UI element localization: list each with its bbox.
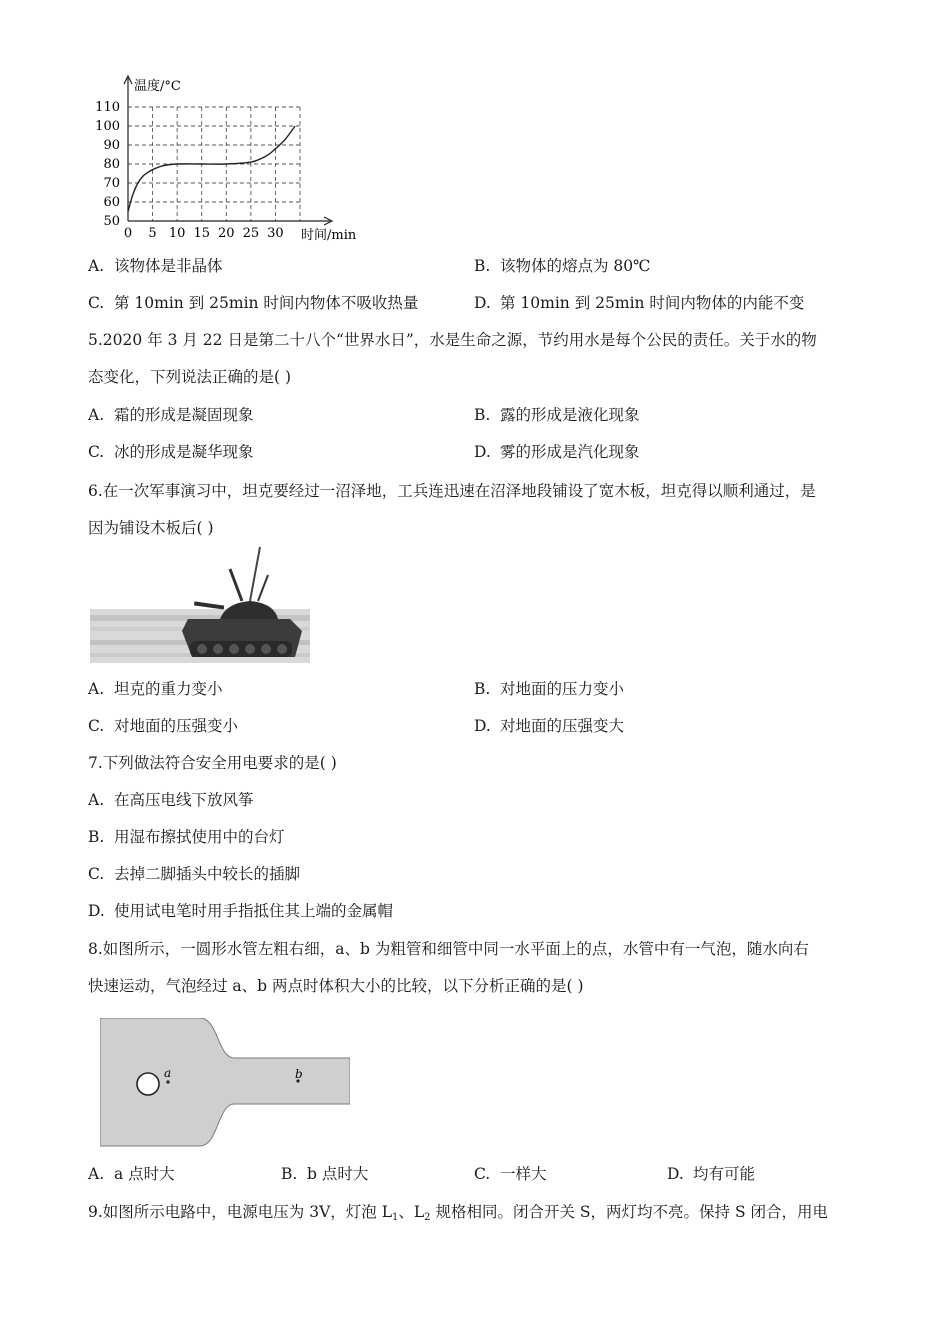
- option-text: 对地面的压强变大: [500, 717, 625, 735]
- x-tick-label: 30: [267, 226, 284, 241]
- q5-stem-line-2: 态变化，下列说法正确的是( ): [88, 368, 292, 386]
- option-label: B.: [474, 257, 491, 275]
- q6-option-d[interactable]: [474, 715, 624, 737]
- x-tick-label: 0: [123, 226, 133, 241]
- air-bubble: [137, 1073, 159, 1095]
- option-text: 对地面的压强变小: [114, 717, 239, 735]
- q5-option-d[interactable]: [474, 441, 640, 463]
- option-text: 在高压电线下放风筝: [114, 791, 254, 809]
- q5-option-b[interactable]: [474, 404, 640, 426]
- option-text: 均有可能: [693, 1165, 756, 1183]
- q4-option-d[interactable]: [474, 292, 804, 314]
- water-pipe-figure: [100, 1018, 350, 1148]
- point-b-label: b: [295, 1067, 303, 1081]
- q9-text-part-3: 规格相同。闭合开关 S，两灯均不亮。保持 S 闭合，用电: [430, 1203, 828, 1221]
- q9-text-part-2: 、L: [398, 1203, 425, 1221]
- q7-option-c[interactable]: [88, 863, 300, 885]
- q7-option-d[interactable]: [88, 900, 393, 922]
- option-label: A.: [88, 406, 105, 424]
- q7-stem-line-1: 7.下列做法符合安全用电要求的是( ): [88, 754, 337, 772]
- q8-option-b[interactable]: [281, 1163, 368, 1185]
- y-tick-label: 70: [103, 176, 120, 191]
- q6-option-b[interactable]: [474, 678, 624, 700]
- option-label: C.: [88, 717, 105, 735]
- subscript-1: 1: [392, 1212, 399, 1223]
- q4-option-c[interactable]: [88, 292, 418, 314]
- subscript-2: 2: [424, 1212, 431, 1223]
- q4-option-b[interactable]: [474, 255, 651, 277]
- option-text: 该物体是非晶体: [114, 257, 223, 275]
- option-text: 雾的形成是汽化现象: [500, 443, 640, 461]
- tank-photo: [90, 545, 310, 663]
- q7-option-b[interactable]: [88, 826, 285, 848]
- q5-option-c[interactable]: [88, 441, 254, 463]
- option-label: A.: [88, 257, 105, 275]
- option-label: C.: [88, 294, 105, 312]
- option-label: B.: [88, 828, 105, 846]
- option-label: B.: [474, 680, 491, 698]
- q9-stem-line-1: [88, 1201, 828, 1229]
- option-label: D.: [667, 1165, 684, 1183]
- option-text: 第 10min 到 25min 时间内物体的内能不变: [500, 294, 805, 312]
- option-text: b 点时大: [307, 1165, 369, 1183]
- option-label: D.: [474, 294, 491, 312]
- option-text: 露的形成是液化现象: [500, 406, 640, 424]
- option-text: 去掉二脚插头中较长的插脚: [114, 865, 301, 883]
- chart-x-axis-label: 时间/min: [301, 228, 357, 243]
- chart-y-axis-label: 温度/°C: [134, 79, 181, 94]
- q8-stem-line-1: 8.如图所示，一圆形水管左粗右细，a、b 为粗管和细管中同一水平面上的点，水管中有一气泡，随水向右: [88, 940, 809, 958]
- y-tick-label: 90: [103, 138, 120, 153]
- option-label: D.: [88, 902, 105, 920]
- option-label: A.: [88, 791, 105, 809]
- q7-option-a[interactable]: [88, 789, 254, 811]
- q9-text-part-1: 9.如图所示电路中，电源电压为 3V，灯泡 L: [88, 1203, 392, 1221]
- chart-axes: [124, 76, 332, 225]
- option-label: A.: [88, 1165, 105, 1183]
- option-text: 冰的形成是凝华现象: [114, 443, 254, 461]
- x-tick-label: 15: [193, 226, 210, 241]
- option-label: C.: [474, 1165, 491, 1183]
- temperature-time-chart: [88, 70, 378, 245]
- point-a-dot: [166, 1080, 169, 1083]
- y-tick-label: 50: [103, 214, 120, 229]
- option-text: a 点时大: [114, 1165, 175, 1183]
- option-text: 该物体的熔点为 80℃: [500, 257, 651, 275]
- q6-option-a[interactable]: [88, 678, 223, 700]
- option-text: 对地面的压力变小: [500, 680, 625, 698]
- option-label: D.: [474, 443, 491, 461]
- q8-option-d[interactable]: [667, 1163, 755, 1185]
- option-text: 用湿布擦拭使用中的台灯: [114, 828, 285, 846]
- x-tick-label: 5: [148, 226, 157, 241]
- option-text: 霜的形成是凝固现象: [114, 406, 254, 424]
- q4-option-a[interactable]: [88, 255, 223, 277]
- q5-option-a[interactable]: [88, 404, 254, 426]
- q6-stem-line-1: 6.在一次军事演习中，坦克要经过一沼泽地，工兵连迅速在沼泽地段铺设了宽木板，坦克得以顺利通过，是: [88, 482, 816, 500]
- chart-tick-labels: [95, 100, 284, 241]
- option-text: 一样大: [500, 1165, 547, 1183]
- q8-option-c[interactable]: [474, 1163, 547, 1185]
- q8-stem-line-2: 快速运动，气泡经过 a、b 两点时体积大小的比较，以下分析正确的是( ): [88, 977, 584, 995]
- option-label: A.: [88, 680, 105, 698]
- y-tick-label: 110: [95, 100, 120, 115]
- x-tick-label: 10: [168, 226, 186, 241]
- q5-stem-line-1: 5.2020 年 3 月 22 日是第二十八个“世界水日”，水是生命之源，节约用水是每个公民的责任。关于水的物: [88, 331, 817, 349]
- y-tick-label: 80: [103, 157, 120, 172]
- x-tick-label: 20: [218, 226, 235, 241]
- q8-option-a[interactable]: [88, 1163, 175, 1185]
- option-text: 第 10min 到 25min 时间内物体不吸收热量: [114, 294, 419, 312]
- option-label: B.: [474, 406, 491, 424]
- option-label: C.: [88, 865, 105, 883]
- y-tick-label: 100: [95, 119, 120, 134]
- point-a-label: a: [164, 1066, 172, 1080]
- chart-series-line: [128, 126, 295, 212]
- q6-option-c[interactable]: [88, 715, 238, 737]
- option-label: B.: [281, 1165, 298, 1183]
- q6-stem-line-2: 因为铺设木板后( ): [88, 519, 214, 537]
- option-text: 使用试电笔时用手指抵住其上端的金属帽: [114, 902, 394, 920]
- option-label: D.: [474, 717, 491, 735]
- x-tick-label: 25: [242, 226, 260, 241]
- option-text: 坦克的重力变小: [114, 680, 223, 698]
- option-label: C.: [88, 443, 105, 461]
- y-tick-label: 60: [103, 195, 120, 210]
